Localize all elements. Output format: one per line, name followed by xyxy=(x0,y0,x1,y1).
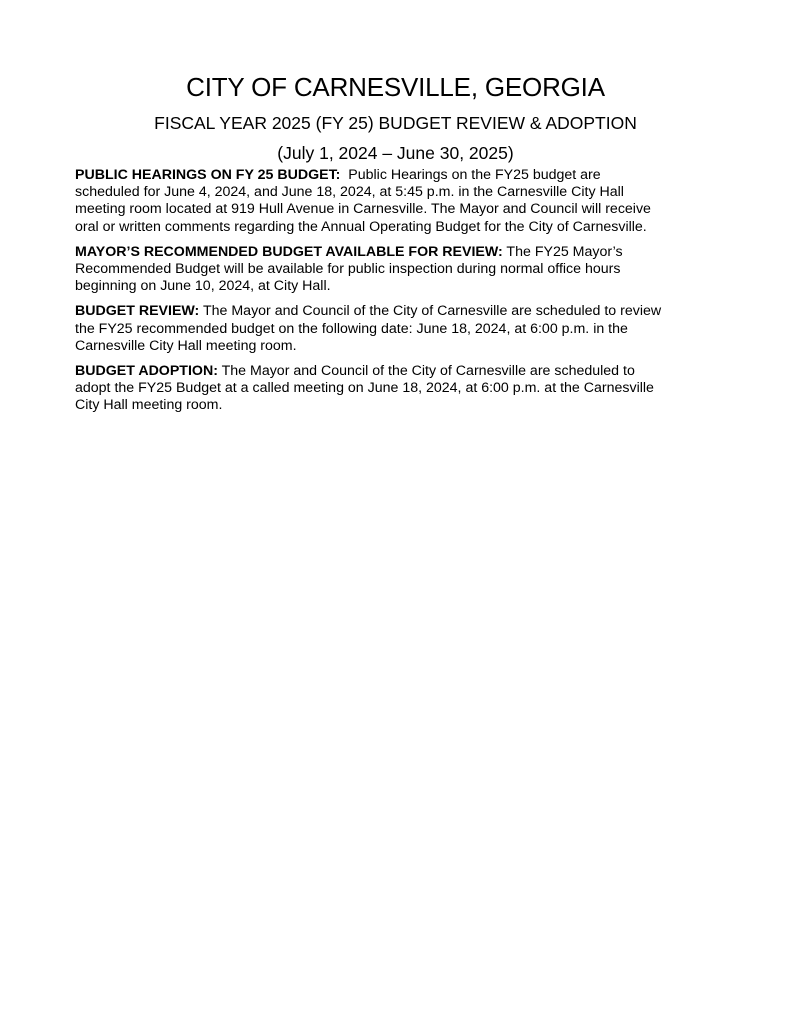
section-line: Carnesville City Hall meeting room. xyxy=(75,337,297,354)
section-heading: PUBLIC HEARINGS ON FY 25 BUDGET: xyxy=(75,167,341,183)
section-line: beginning on June 10, 2024, at City Hall. xyxy=(75,278,331,295)
section-line: Recommended Budget will be available for public inspection during normal office hours xyxy=(75,261,621,278)
section-line xyxy=(75,303,725,320)
document-body xyxy=(75,167,725,423)
section-line xyxy=(75,167,725,184)
section-line xyxy=(75,363,725,380)
document-subtitle: FISCAL YEAR 2025 (FY 25) BUDGET REVIEW & ADOPTION xyxy=(154,113,637,133)
section-text: The FY25 Mayor’s xyxy=(502,243,623,260)
section-line: scheduled for June 4, 2024, and June 18, 2024, at 5:45 p.m. in the Carnesville City Hall xyxy=(75,184,624,201)
section-heading: BUDGET REVIEW: xyxy=(75,303,200,320)
section-budget-adoption xyxy=(75,363,725,415)
section-line: meeting room located at 919 Hull Avenue in Carnesville. The Mayor and Council will receive xyxy=(75,201,651,218)
section-line: adopt the FY25 Budget at a called meeting on June 18, 2024, at 6:00 p.m. at the Carnesville xyxy=(75,380,654,397)
document-title: CITY OF CARNESVILLE, GEORGIA xyxy=(186,72,605,102)
section-heading: BUDGET ADOPTION: xyxy=(75,363,218,380)
section-heading: MAYOR’S RECOMMENDED BUDGET AVAILABLE FOR REVIEW: xyxy=(75,243,503,260)
section-mayors-recommended-budget xyxy=(75,244,725,296)
section-text: Public Hearings on the FY25 budget are xyxy=(340,167,601,183)
section-line: the FY25 recommended budget on the following date: June 18, 2024, at 6:00 p.m. in the xyxy=(75,320,628,337)
section-public-hearings xyxy=(75,167,725,236)
section-budget-review xyxy=(75,303,725,355)
fiscal-year-dates: (July 1, 2024 – June 30, 2025) xyxy=(277,143,514,163)
section-text: The Mayor and Council of the City of Carnesville are scheduled to xyxy=(217,363,635,380)
section-line xyxy=(75,244,725,261)
section-line: City Hall meeting room. xyxy=(75,397,223,414)
section-line: oral or written comments regarding the Annual Operating Budget for the City of Carnesville. xyxy=(75,218,647,235)
section-text: The Mayor and Council of the City of Carnesville are scheduled to review xyxy=(199,303,662,320)
